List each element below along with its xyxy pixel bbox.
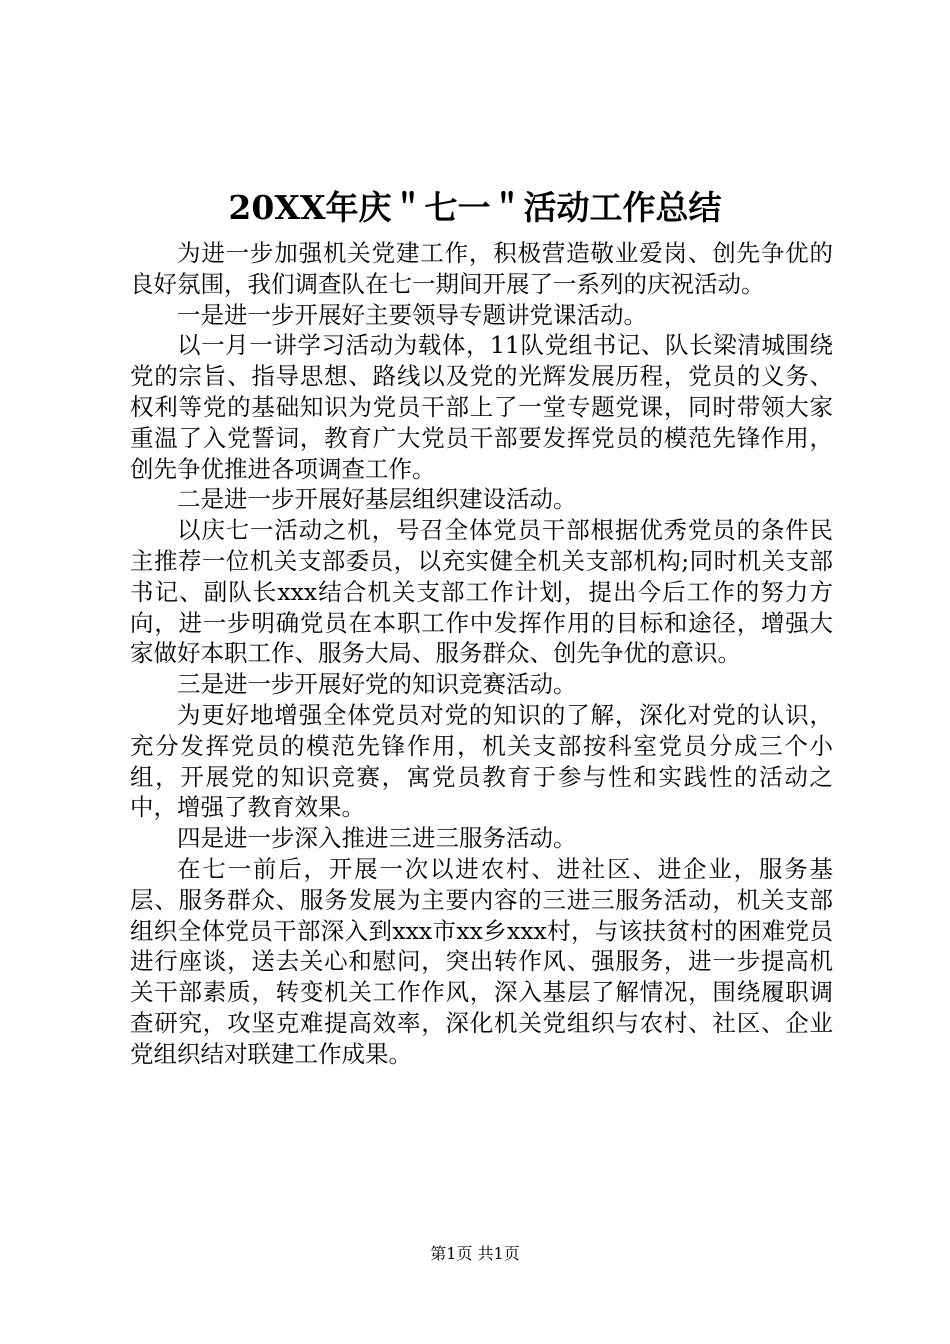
document-body [130,238,833,1070]
paragraph-body-2: 以庆七一活动之机，号召全体党员干部根据优秀党员的条件民主推荐一位机关支部委员，以充实健全机关支部机构;同时机关支部书记、副队长xxx结合机关支部工作计划，提出今后工作的努力方向，进一步明确党员在本职工作中发挥作用的目标和途径，增强大家做好本职工作、服务大局、服务群众、创先争优的意识。 [130,516,833,668]
paragraph-heading-4: 四是进一步深入推进三进三服务活动。 [177,824,577,853]
page-footer: 第1页 共1页 [430,1244,520,1263]
paragraph-intro: 为进一步加强机关党建工作，积极营造敬业爱岗、创先争优的良好氛围，我们调查队在七一期间开展了一系列的庆祝活动。 [130,239,833,298]
document-title: 20XX年庆＂七一＂活动工作总结 [228,188,722,227]
paragraph-heading-3: 三是进一步开展好党的知识竞赛活动。 [177,670,577,699]
paragraph-body-4: 在七一前后，开展一次以进农村、进社区、进企业，服务基层、服务群众、服务发展为主要内容的三进三服务活动，机关支部组织全体党员干部深入到xxx市xx乡xxx村，与该扶贫村的困难党员进行座谈，送去关心和慰问，突出转作风、强服务，进一步提高机关干部素质，转变机关工作作风，深入基层了解情况，围绕履职调查研究，攻坚克难提高效率，深化机关党组织与农村、社区、企业党组织结对联建工作成果。 [130,854,833,1068]
paragraph-body-3: 为更好地增强全体党员对党的知识的了解，深化对党的认识，充分发挥党员的模范先锋作用，机关支部按科室党员分成三个小组，开展党的知识竞赛，寓党员教育于参与性和实践性的活动之中，增强了教育效果。 [130,700,833,822]
paragraph-heading-2: 二是进一步开展好基层组织建设活动。 [177,485,577,514]
paragraph-heading-1: 一是进一步开展好主要领导专题讲党课活动。 [177,300,647,329]
paragraph-body-1: 以一月一讲学习活动为载体，11队党组书记、队长梁清城围绕党的宗旨、指导思想、路线以及党的光辉发展历程，党员的义务、权利等党的基础知识为党员干部上了一堂专题党课，同时带领大家重温了入党誓词，教育广大党员干部要发挥党员的模范先锋作用，创先争优推进各项调查工作。 [130,331,833,483]
